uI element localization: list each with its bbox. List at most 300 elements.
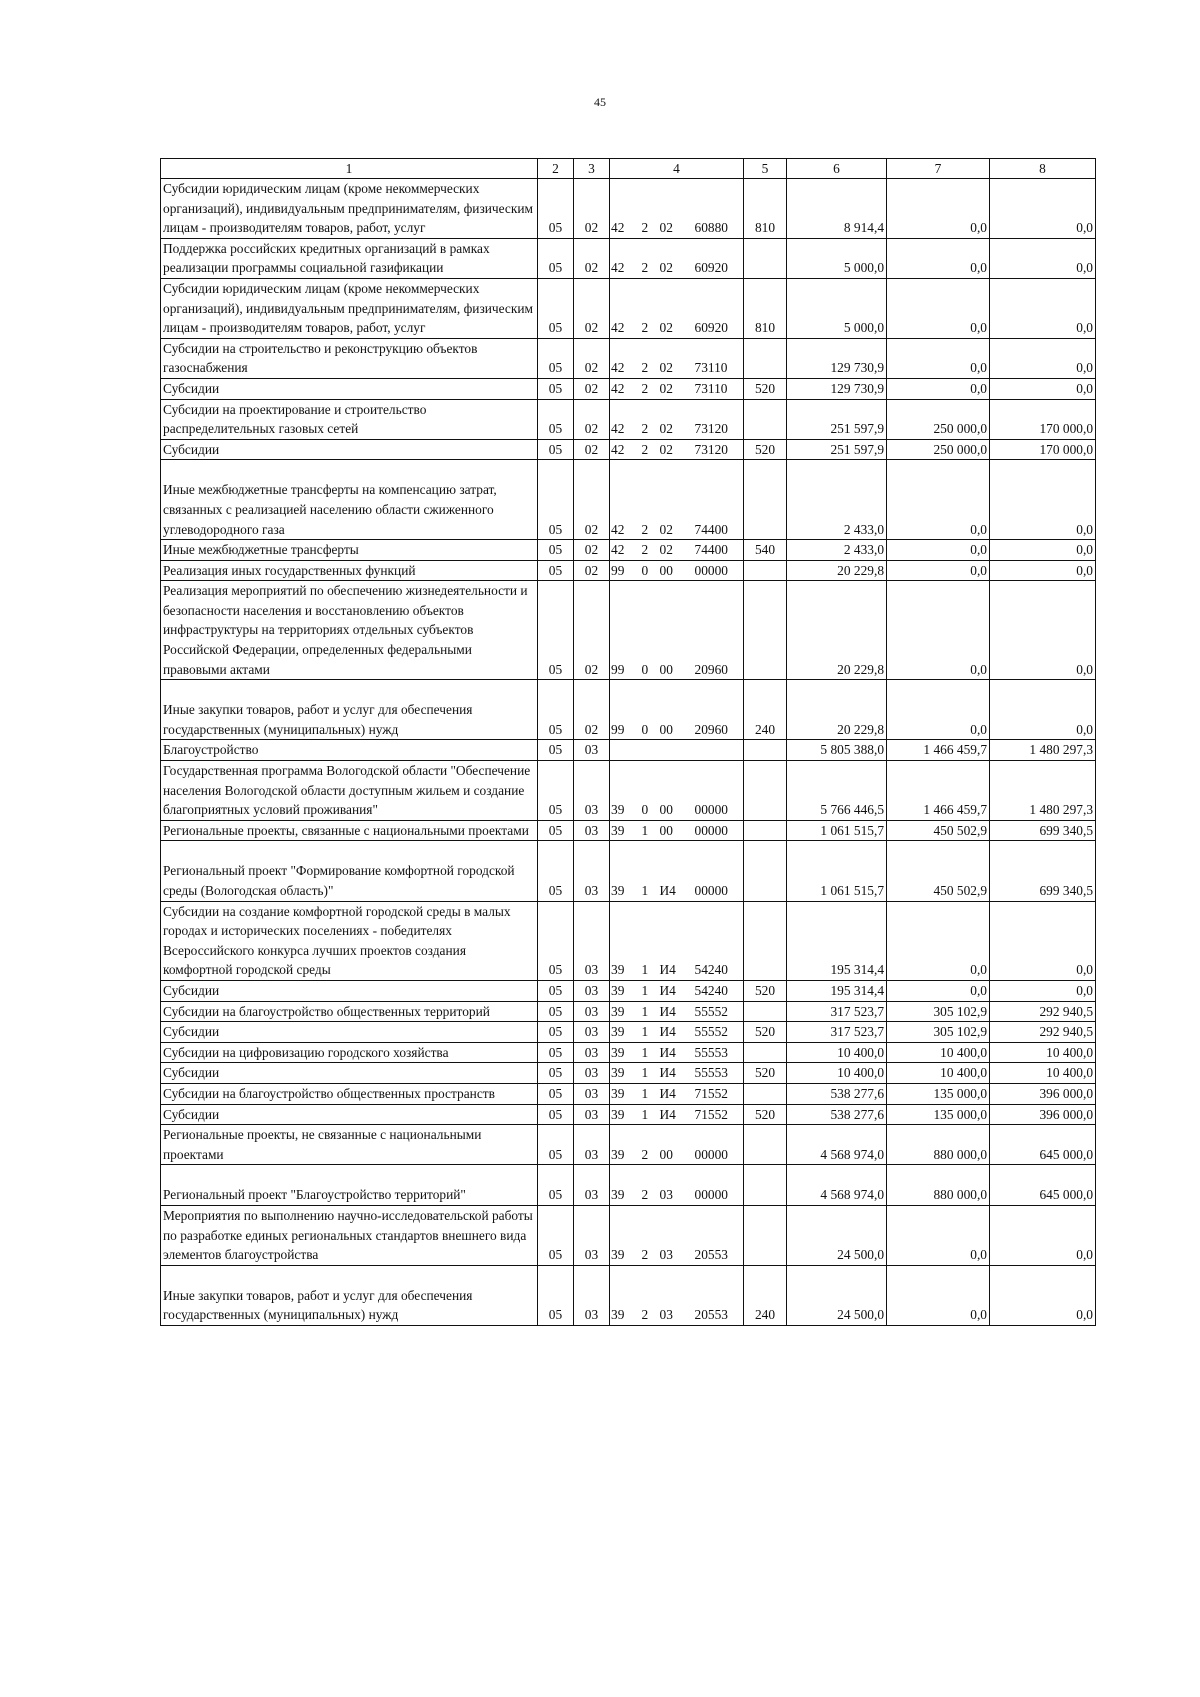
- amount-year-2: 0,0: [887, 901, 990, 980]
- amount-year-3: 292 940,5: [990, 1001, 1096, 1022]
- target-code-type: 2: [640, 338, 658, 378]
- row-name: Мероприятия по выполнению научно-исследовательской работы по разработке единых региональных стандартов внешнего вида элементов благоустройства: [161, 1205, 538, 1265]
- amount-year-3: 0,0: [990, 278, 1096, 338]
- target-code-direction: 55553: [693, 1042, 744, 1063]
- target-code-direction: 00000: [693, 560, 744, 581]
- row-name: Субсидии на создание комфортной городской среды в малых городах и исторических поселениях - победителях Всероссийского конкурса лучших проектов создания комфортной городской среды: [161, 901, 538, 980]
- row-name: Субсидии на благоустройство общественных территорий: [161, 1001, 538, 1022]
- target-code-project: И4: [658, 1063, 693, 1084]
- expense-type-code: [744, 1165, 787, 1206]
- target-code-project: И4: [658, 1001, 693, 1022]
- row-name: Региональные проекты, не связанные с национальными проектами: [161, 1125, 538, 1165]
- expense-type-code: 520: [744, 1104, 787, 1125]
- row-name: Субсидии на цифровизацию городского хозяйства: [161, 1042, 538, 1063]
- target-code-type: 2: [640, 179, 658, 239]
- row-name: Субсидии: [161, 439, 538, 460]
- section-code: 05: [538, 540, 574, 561]
- target-code-project: 00: [658, 560, 693, 581]
- table-row: [161, 1265, 1096, 1325]
- amount-year-3: 0,0: [990, 338, 1096, 378]
- expense-type-code: 240: [744, 1265, 787, 1325]
- section-code: 05: [538, 1042, 574, 1063]
- row-name: Субсидии на проектирование и строительство распределительных газовых сетей: [161, 399, 538, 439]
- target-code-direction: 73110: [693, 338, 744, 378]
- section-code: 05: [538, 581, 574, 680]
- target-code-program: 42: [610, 179, 640, 239]
- expense-type-code: 810: [744, 179, 787, 239]
- amount-year-3: 0,0: [990, 179, 1096, 239]
- subsection-code: 02: [574, 439, 610, 460]
- subsection-code: 02: [574, 278, 610, 338]
- amount-year-2: 0,0: [887, 238, 990, 278]
- target-code-type: 1: [640, 1042, 658, 1063]
- target-code-type: 1: [640, 1083, 658, 1104]
- row-name: Реализация иных государственных функций: [161, 560, 538, 581]
- subsection-code: 03: [574, 1001, 610, 1022]
- target-code-type: 2: [640, 439, 658, 460]
- amount-year-1: 5 000,0: [787, 238, 887, 278]
- budget-table: [160, 158, 1096, 1326]
- expense-type-code: [744, 1042, 787, 1063]
- row-name: Субсидии: [161, 1063, 538, 1084]
- target-code-program: 39: [610, 761, 640, 821]
- target-code-program: 42: [610, 238, 640, 278]
- section-code: 05: [538, 1063, 574, 1084]
- amount-year-3: 0,0: [990, 238, 1096, 278]
- target-code-project: 00: [658, 820, 693, 841]
- section-code: 05: [538, 460, 574, 540]
- subsection-code: 03: [574, 1063, 610, 1084]
- target-code-direction: 60920: [693, 238, 744, 278]
- section-code: 05: [538, 1104, 574, 1125]
- target-code-direction: [693, 740, 744, 761]
- amount-year-2: 880 000,0: [887, 1165, 990, 1206]
- amount-year-3: 10 400,0: [990, 1063, 1096, 1084]
- subsection-code: 03: [574, 841, 610, 901]
- target-code-type: 2: [640, 460, 658, 540]
- amount-year-3: 170 000,0: [990, 399, 1096, 439]
- target-code-type: 0: [640, 581, 658, 680]
- section-code: 05: [538, 338, 574, 378]
- column-number-row: [161, 159, 1096, 179]
- target-code-type: 2: [640, 378, 658, 399]
- table-row: [161, 1001, 1096, 1022]
- target-code-direction: 20553: [693, 1205, 744, 1265]
- expense-type-code: [744, 1205, 787, 1265]
- expense-type-code: [744, 740, 787, 761]
- table-row: [161, 278, 1096, 338]
- row-name: Региональный проект "Формирование комфортной городской среды (Вологодская область)": [161, 841, 538, 901]
- header-cell: 3: [574, 159, 610, 179]
- subsection-code: 03: [574, 1205, 610, 1265]
- subsection-code: 02: [574, 581, 610, 680]
- amount-year-2: 0,0: [887, 378, 990, 399]
- target-code-direction: 54240: [693, 901, 744, 980]
- target-code-program: 39: [610, 820, 640, 841]
- target-code-type: 2: [640, 1165, 658, 1206]
- amount-year-3: 0,0: [990, 1205, 1096, 1265]
- table-row: [161, 460, 1096, 540]
- table-body: [161, 179, 1096, 1326]
- target-code-direction: 00000: [693, 820, 744, 841]
- target-code-program: 42: [610, 278, 640, 338]
- section-code: 05: [538, 901, 574, 980]
- target-code-project: 00: [658, 761, 693, 821]
- expense-type-code: 240: [744, 680, 787, 740]
- target-code-program: 39: [610, 1205, 640, 1265]
- subsection-code: 02: [574, 560, 610, 581]
- amount-year-2: 880 000,0: [887, 1125, 990, 1165]
- amount-year-2: 135 000,0: [887, 1104, 990, 1125]
- subsection-code: 02: [574, 680, 610, 740]
- target-code-direction: 73120: [693, 399, 744, 439]
- target-code-direction: 60920: [693, 278, 744, 338]
- target-code-direction: 55552: [693, 1001, 744, 1022]
- expense-type-code: [744, 460, 787, 540]
- amount-year-3: 645 000,0: [990, 1125, 1096, 1165]
- section-code: 05: [538, 560, 574, 581]
- section-code: 05: [538, 278, 574, 338]
- target-code-type: 2: [640, 1205, 658, 1265]
- table-row: [161, 1083, 1096, 1104]
- amount-year-1: 4 568 974,0: [787, 1165, 887, 1206]
- section-code: 05: [538, 820, 574, 841]
- target-code-type: 1: [640, 1063, 658, 1084]
- target-code-project: 00: [658, 680, 693, 740]
- amount-year-3: 0,0: [990, 581, 1096, 680]
- row-name: Иные закупки товаров, работ и услуг для обеспечения государственных (муниципальных) нужд: [161, 680, 538, 740]
- target-code-project: 03: [658, 1165, 693, 1206]
- target-code-project: И4: [658, 980, 693, 1001]
- target-code-type: 1: [640, 980, 658, 1001]
- target-code-type: 1: [640, 1001, 658, 1022]
- row-name: Государственная программа Вологодской области "Обеспечение населения Вологодской области доступным жильем и создание благоприятных условий проживания": [161, 761, 538, 821]
- target-code-program: 39: [610, 1104, 640, 1125]
- target-code-program: 42: [610, 399, 640, 439]
- header-cell: 4: [610, 159, 744, 179]
- amount-year-2: 0,0: [887, 1205, 990, 1265]
- amount-year-2: 250 000,0: [887, 399, 990, 439]
- table-row: [161, 1022, 1096, 1043]
- target-code-project: И4: [658, 901, 693, 980]
- expense-type-code: 520: [744, 1022, 787, 1043]
- expense-type-code: [744, 399, 787, 439]
- row-name: Поддержка российских кредитных организаций в рамках реализации программы социальной газификации: [161, 238, 538, 278]
- page-number: 45: [594, 95, 606, 109]
- subsection-code: 03: [574, 740, 610, 761]
- amount-year-1: 251 597,9: [787, 439, 887, 460]
- header-cell: 5: [744, 159, 787, 179]
- amount-year-3: 10 400,0: [990, 1042, 1096, 1063]
- target-code-project: И4: [658, 841, 693, 901]
- amount-year-1: 24 500,0: [787, 1205, 887, 1265]
- header-cell: 1: [161, 159, 538, 179]
- target-code-program: 39: [610, 1125, 640, 1165]
- amount-year-2: 0,0: [887, 560, 990, 581]
- target-code-direction: 00000: [693, 841, 744, 901]
- section-code: 05: [538, 1125, 574, 1165]
- target-code-program: 39: [610, 1165, 640, 1206]
- target-code-direction: 20553: [693, 1265, 744, 1325]
- row-name: Благоустройство: [161, 740, 538, 761]
- amount-year-2: 450 502,9: [887, 820, 990, 841]
- target-code-program: 39: [610, 1022, 640, 1043]
- target-code-program: 39: [610, 1042, 640, 1063]
- expense-type-code: [744, 338, 787, 378]
- subsection-code: 03: [574, 761, 610, 821]
- target-code-type: 2: [640, 1265, 658, 1325]
- amount-year-2: 0,0: [887, 680, 990, 740]
- target-code-direction: 00000: [693, 1125, 744, 1165]
- target-code-program: 42: [610, 540, 640, 561]
- amount-year-2: 450 502,9: [887, 841, 990, 901]
- amount-year-1: 1 061 515,7: [787, 820, 887, 841]
- table-row: [161, 1063, 1096, 1084]
- target-code-project: 00: [658, 1125, 693, 1165]
- subsection-code: 03: [574, 1265, 610, 1325]
- amount-year-2: 0,0: [887, 980, 990, 1001]
- row-name: Субсидии: [161, 378, 538, 399]
- amount-year-2: 0,0: [887, 179, 990, 239]
- target-code-type: 2: [640, 540, 658, 561]
- row-name: Региональные проекты, связанные с национальными проектами: [161, 820, 538, 841]
- target-code-project: 00: [658, 581, 693, 680]
- expense-type-code: [744, 560, 787, 581]
- target-code-project: 03: [658, 1205, 693, 1265]
- target-code-type: 1: [640, 1104, 658, 1125]
- amount-year-2: 0,0: [887, 278, 990, 338]
- table-row: [161, 1125, 1096, 1165]
- subsection-code: 03: [574, 1022, 610, 1043]
- amount-year-2: 135 000,0: [887, 1083, 990, 1104]
- target-code-project: И4: [658, 1042, 693, 1063]
- target-code-project: [658, 740, 693, 761]
- amount-year-3: 1 480 297,3: [990, 761, 1096, 821]
- amount-year-3: 292 940,5: [990, 1022, 1096, 1043]
- section-code: 05: [538, 378, 574, 399]
- section-code: 05: [538, 841, 574, 901]
- amount-year-1: 317 523,7: [787, 1022, 887, 1043]
- target-code-project: И4: [658, 1104, 693, 1125]
- amount-year-2: 10 400,0: [887, 1063, 990, 1084]
- section-code: 05: [538, 761, 574, 821]
- target-code-program: 39: [610, 901, 640, 980]
- amount-year-1: 5 766 446,5: [787, 761, 887, 821]
- target-code-project: 02: [658, 540, 693, 561]
- amount-year-2: 0,0: [887, 338, 990, 378]
- amount-year-1: 1 061 515,7: [787, 841, 887, 901]
- target-code-program: 42: [610, 338, 640, 378]
- table-row: [161, 581, 1096, 680]
- subsection-code: 02: [574, 378, 610, 399]
- amount-year-1: 10 400,0: [787, 1042, 887, 1063]
- amount-year-3: 396 000,0: [990, 1104, 1096, 1125]
- amount-year-1: 8 914,4: [787, 179, 887, 239]
- amount-year-3: 0,0: [990, 560, 1096, 581]
- row-name: Субсидии на строительство и реконструкцию объектов газоснабжения: [161, 338, 538, 378]
- target-code-project: 02: [658, 378, 693, 399]
- table-row: [161, 238, 1096, 278]
- amount-year-3: 0,0: [990, 540, 1096, 561]
- row-name: Субсидии на благоустройство общественных пространств: [161, 1083, 538, 1104]
- row-name: Субсидии юридическим лицам (кроме некоммерческих организаций), индивидуальным предпринимателям, физическим лицам - производителям товаров, работ, услуг: [161, 278, 538, 338]
- subsection-code: 03: [574, 901, 610, 980]
- row-name: Субсидии юридическим лицам (кроме некоммерческих организаций), индивидуальным предпринимателям, физическим лицам - производителям товаров, работ, услуг: [161, 179, 538, 239]
- section-code: 05: [538, 1165, 574, 1206]
- target-code-type: 2: [640, 1125, 658, 1165]
- amount-year-2: 250 000,0: [887, 439, 990, 460]
- section-code: 05: [538, 1022, 574, 1043]
- section-code: 05: [538, 439, 574, 460]
- amount-year-1: 317 523,7: [787, 1001, 887, 1022]
- amount-year-3: 170 000,0: [990, 439, 1096, 460]
- target-code-program: 99: [610, 680, 640, 740]
- row-name: Субсидии: [161, 1022, 538, 1043]
- amount-year-3: 0,0: [990, 1265, 1096, 1325]
- amount-year-1: 5 805 388,0: [787, 740, 887, 761]
- target-code-direction: 54240: [693, 980, 744, 1001]
- table-row: [161, 740, 1096, 761]
- header-cell: 6: [787, 159, 887, 179]
- amount-year-1: 2 433,0: [787, 540, 887, 561]
- subsection-code: 03: [574, 1104, 610, 1125]
- amount-year-1: 129 730,9: [787, 338, 887, 378]
- section-code: 05: [538, 179, 574, 239]
- header-cell: 2: [538, 159, 574, 179]
- amount-year-1: 20 229,8: [787, 581, 887, 680]
- amount-year-2: 0,0: [887, 1265, 990, 1325]
- table-row: [161, 761, 1096, 821]
- expense-type-code: [744, 820, 787, 841]
- subsection-code: 03: [574, 1125, 610, 1165]
- target-code-program: 39: [610, 1083, 640, 1104]
- amount-year-1: 2 433,0: [787, 460, 887, 540]
- amount-year-1: 195 314,4: [787, 901, 887, 980]
- target-code-project: 02: [658, 460, 693, 540]
- table-row: [161, 1042, 1096, 1063]
- amount-year-3: 0,0: [990, 460, 1096, 540]
- row-name: Региональный проект "Благоустройство территорий": [161, 1165, 538, 1206]
- target-code-type: 1: [640, 1022, 658, 1043]
- amount-year-2: 10 400,0: [887, 1042, 990, 1063]
- table-row: [161, 1165, 1096, 1206]
- amount-year-2: 1 466 459,7: [887, 761, 990, 821]
- row-name: Иные закупки товаров, работ и услуг для обеспечения государственных (муниципальных) нужд: [161, 1265, 538, 1325]
- amount-year-3: 0,0: [990, 901, 1096, 980]
- expense-type-code: 520: [744, 980, 787, 1001]
- subsection-code: 02: [574, 179, 610, 239]
- expense-type-code: [744, 581, 787, 680]
- target-code-program: 39: [610, 1063, 640, 1084]
- amount-year-1: 5 000,0: [787, 278, 887, 338]
- target-code-project: 02: [658, 278, 693, 338]
- subsection-code: 02: [574, 460, 610, 540]
- target-code-program: 42: [610, 378, 640, 399]
- table-row: [161, 1205, 1096, 1265]
- target-code-program: 39: [610, 1001, 640, 1022]
- expense-type-code: [744, 1083, 787, 1104]
- subsection-code: 03: [574, 1042, 610, 1063]
- amount-year-1: 195 314,4: [787, 980, 887, 1001]
- section-code: 05: [538, 1083, 574, 1104]
- target-code-direction: 55552: [693, 1022, 744, 1043]
- target-code-direction: 73110: [693, 378, 744, 399]
- section-code: 05: [538, 1001, 574, 1022]
- amount-year-2: 0,0: [887, 581, 990, 680]
- section-code: 05: [538, 1205, 574, 1265]
- row-name: Субсидии: [161, 1104, 538, 1125]
- table-row: [161, 540, 1096, 561]
- row-name: Иные межбюджетные трансферты на компенсацию затрат, связанных с реализацией населению области сжиженного углеводородного газа: [161, 460, 538, 540]
- table-row: [161, 820, 1096, 841]
- target-code-program: 42: [610, 460, 640, 540]
- table-row: [161, 901, 1096, 980]
- subsection-code: 03: [574, 820, 610, 841]
- amount-year-3: 0,0: [990, 680, 1096, 740]
- amount-year-2: 0,0: [887, 540, 990, 561]
- amount-year-1: 538 277,6: [787, 1104, 887, 1125]
- expense-type-code: [744, 761, 787, 821]
- target-code-type: 1: [640, 841, 658, 901]
- amount-year-1: 20 229,8: [787, 680, 887, 740]
- table-row: [161, 680, 1096, 740]
- target-code-project: 02: [658, 238, 693, 278]
- expense-type-code: [744, 901, 787, 980]
- expense-type-code: 520: [744, 1063, 787, 1084]
- target-code-direction: 00000: [693, 1165, 744, 1206]
- expense-type-code: 810: [744, 278, 787, 338]
- header-cell: 7: [887, 159, 990, 179]
- target-code-type: 2: [640, 238, 658, 278]
- amount-year-1: 4 568 974,0: [787, 1125, 887, 1165]
- amount-year-1: 538 277,6: [787, 1083, 887, 1104]
- target-code-project: И4: [658, 1022, 693, 1043]
- subsection-code: 02: [574, 399, 610, 439]
- target-code-type: 0: [640, 680, 658, 740]
- amount-year-2: 1 466 459,7: [887, 740, 990, 761]
- subsection-code: 02: [574, 540, 610, 561]
- target-code-type: 1: [640, 901, 658, 980]
- target-code-direction: 73120: [693, 439, 744, 460]
- expense-type-code: 520: [744, 378, 787, 399]
- amount-year-2: 0,0: [887, 460, 990, 540]
- amount-year-1: 20 229,8: [787, 560, 887, 581]
- table-row: [161, 179, 1096, 239]
- table-row: [161, 841, 1096, 901]
- target-code-direction: 74400: [693, 460, 744, 540]
- target-code-project: 02: [658, 439, 693, 460]
- expense-type-code: [744, 841, 787, 901]
- header-cell: 8: [990, 159, 1096, 179]
- amount-year-1: 129 730,9: [787, 378, 887, 399]
- target-code-program: 39: [610, 841, 640, 901]
- section-code: 05: [538, 399, 574, 439]
- target-code-type: [640, 740, 658, 761]
- target-code-direction: 71552: [693, 1083, 744, 1104]
- expense-type-code: 540: [744, 540, 787, 561]
- table-row: [161, 378, 1096, 399]
- target-code-direction: 71552: [693, 1104, 744, 1125]
- amount-year-3: 699 340,5: [990, 841, 1096, 901]
- target-code-type: 0: [640, 761, 658, 821]
- section-code: 05: [538, 1265, 574, 1325]
- target-code-direction: 74400: [693, 540, 744, 561]
- table-row: [161, 1104, 1096, 1125]
- section-code: 05: [538, 740, 574, 761]
- amount-year-1: 10 400,0: [787, 1063, 887, 1084]
- target-code-type: 0: [640, 560, 658, 581]
- target-code-project: 03: [658, 1265, 693, 1325]
